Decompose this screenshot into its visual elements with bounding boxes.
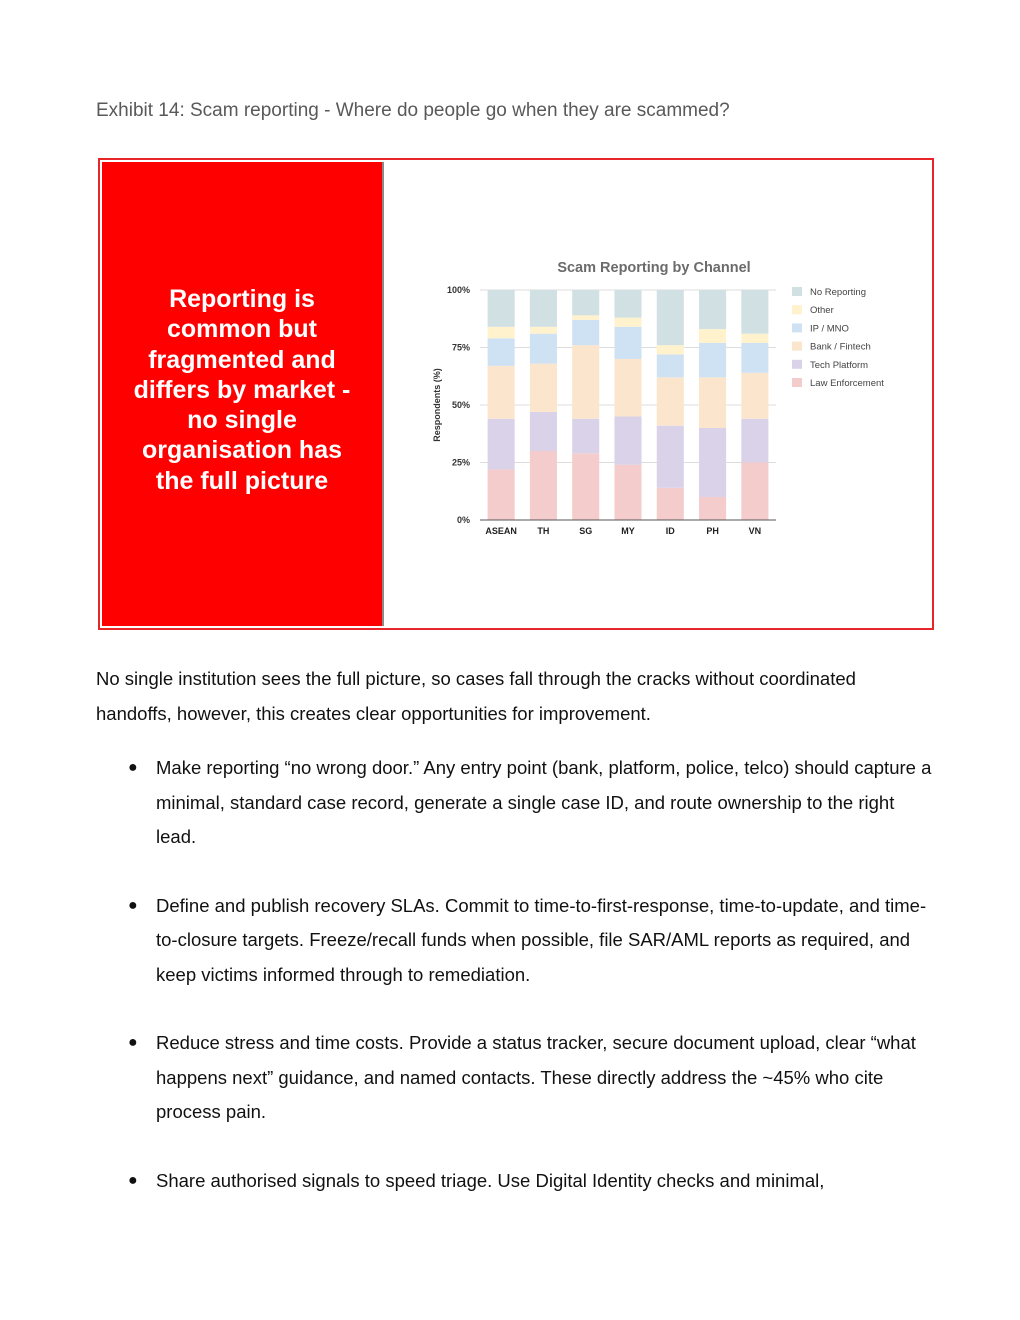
stacked-bar-chart — [412, 244, 912, 544]
bar-segment — [657, 426, 684, 488]
bar-segment — [572, 419, 599, 454]
bar-segment — [614, 359, 641, 417]
bullet-icon: ● — [128, 1171, 138, 1189]
exhibit-figure — [98, 158, 934, 630]
list-item — [96, 751, 936, 855]
legend-swatch — [792, 360, 802, 369]
intro-paragraph: No single institution sees the full picture, so cases fall through the cracks without coordinated handoffs, however, this creates clear opportunities for improvement. — [96, 668, 856, 724]
legend-swatch — [792, 305, 802, 314]
bullet-icon: ● — [128, 896, 138, 914]
bar-segment — [572, 315, 599, 320]
bar-segment — [530, 364, 557, 412]
bar-segment — [530, 290, 557, 327]
bar-segment — [572, 290, 599, 315]
bar-segment — [488, 419, 515, 470]
bar-segment — [741, 343, 768, 373]
recommendation-list — [96, 751, 936, 1232]
chart-title: Scam Reporting by Channel — [557, 260, 751, 276]
bar-segment — [614, 290, 641, 318]
x-tick-label: PH — [706, 526, 719, 536]
bar-segment — [614, 327, 641, 359]
y-tick-label: 0% — [456, 515, 470, 525]
exhibit-title: Exhibit 14: Scam reporting - Where do people go when they are scammed? — [96, 100, 730, 121]
bar-segment — [530, 334, 557, 364]
legend-swatch — [792, 323, 802, 332]
bar-segment — [657, 354, 684, 377]
bar-segment — [488, 366, 515, 419]
x-tick-label: ID — [665, 526, 675, 536]
list-item — [96, 1026, 936, 1130]
x-tick-label: ASEAN — [485, 526, 517, 536]
x-tick-label: MY — [621, 526, 635, 536]
bar-segment — [741, 373, 768, 419]
legend-swatch — [792, 378, 802, 387]
legend-label: Tech Platform — [810, 359, 869, 371]
bar-segment — [699, 290, 726, 329]
y-tick-label: 75% — [451, 342, 470, 353]
bar-segment — [488, 290, 515, 327]
bar-segment — [488, 338, 515, 366]
bar-segment — [530, 327, 557, 334]
list-item-text: Reduce stress and time costs. Provide a status tracker, secure document upload, clear “what happens next” guidance, and named contacts. These directly address the ~45% who cite process pain. — [156, 1032, 916, 1122]
bar-segment — [699, 377, 726, 428]
x-tick-label: TH — [537, 526, 550, 536]
chart-svg — [412, 244, 912, 544]
legend-label: No Reporting — [810, 287, 866, 298]
x-tick-label: VN — [748, 526, 762, 536]
bar-segment — [699, 428, 726, 497]
y-axis-label: Respondents (%) — [432, 368, 442, 442]
bar-segment — [572, 345, 599, 419]
bar-segment — [657, 377, 684, 425]
bar-segment — [530, 412, 557, 451]
list-item-text: Define and publish recovery SLAs. Commit to time-to-first-response, time-to-update, and time-to-closure targets. Freeze/recall funds when possible, file SAR/AML reports as required, and keep victims informed through to remediation. — [156, 894, 927, 985]
bar-segment — [614, 417, 641, 465]
bar-segment — [741, 290, 768, 334]
legend-label: IP / MNO — [810, 323, 849, 335]
y-tick-label: 25% — [451, 457, 470, 468]
y-tick-label: 100% — [446, 285, 470, 295]
bar-segment — [699, 343, 726, 378]
key-message-text: Reporting is common but fragmented and differs by market - no single organisation has the full picture — [133, 285, 351, 495]
bar-segment — [572, 453, 599, 520]
bar-segment — [614, 318, 641, 327]
bullet-icon: ● — [128, 759, 138, 776]
bullet-icon: ● — [128, 1034, 138, 1051]
bar-segment — [657, 488, 684, 520]
bar-segment — [657, 290, 684, 345]
bar-segment — [741, 463, 768, 521]
key-message-panel — [102, 162, 384, 626]
list-item-text: Share authorised signals to speed triage. Use Digital Identity checks and minimal, — [156, 1169, 825, 1191]
bar-segment — [657, 345, 684, 354]
bar-segment — [741, 334, 768, 343]
list-item — [96, 1164, 936, 1199]
x-tick-label: SG — [579, 526, 593, 536]
bar-segment — [572, 320, 599, 345]
y-tick-label: 50% — [451, 400, 470, 410]
legend-swatch — [792, 342, 802, 351]
legend-label: Law Enforcement — [810, 378, 884, 389]
list-item-text: Make reporting “no wrong door.” Any entry point (bank, platform, police, telco) should capture a minimal, standard case record, generate a single case ID, and route ownership to the right lead. — [156, 757, 932, 847]
bar-segment — [741, 419, 768, 463]
bar-segment — [699, 329, 726, 343]
bar-segment — [488, 327, 515, 339]
bar-segment — [530, 451, 557, 520]
list-item — [96, 889, 936, 993]
legend-label: Bank / Fintech — [810, 341, 871, 353]
bar-segment — [488, 469, 515, 520]
bar-segment — [699, 497, 726, 520]
bar-segment — [614, 465, 641, 520]
legend-label: Other — [810, 305, 834, 317]
legend-swatch — [792, 287, 802, 296]
